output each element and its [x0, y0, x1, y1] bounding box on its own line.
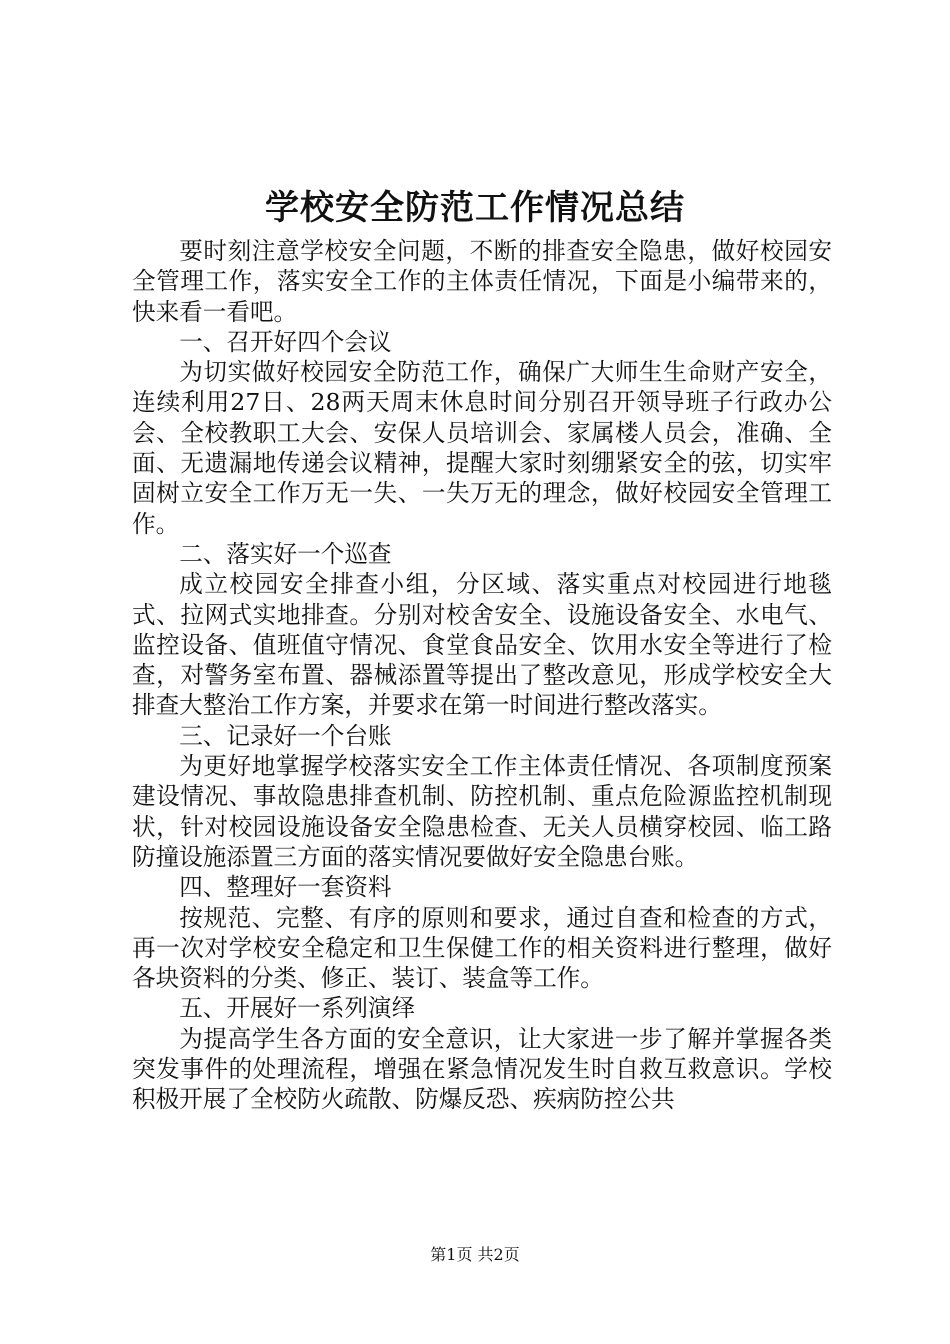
document-body: [132, 236, 832, 1115]
section-paragraph-1: 为切实做好校园安全防范工作，确保广大师生生命财产安全，连续利用27日、28两天周末休息时间分别召开领导班子行政办公会、全校教职工大会、安保人员培训会、家属楼人员会，准确、全面、无遗漏地传递会议精神，提醒大家时刻绷紧安全的弦，切实牢固树立安全工作万无一失、一失万无的理念，做好校园安全管理工作。: [132, 358, 832, 538]
section-heading-3: 三、记录好一个台账: [179, 721, 392, 750]
intro-paragraph: 要时刻注意学校安全问题，不断的排查安全隐患，做好校园安全管理工作，落实安全工作的主体责任情况，下面是小编带来的，快来看一看吧。: [132, 237, 832, 326]
document-title: 学校安全防范工作情况总结: [265, 188, 685, 228]
section-heading-1: 一、召开好四个会议: [179, 327, 392, 356]
section-paragraph-3: 为更好地掌握学校落实安全工作主体责任情况、各项制度预案建设情况、事故隐患排查机制、防控机制、重点危险源监控机制现状，针对校园设施设备安全隐患检查、无关人员横穿校园、临工路防撞设施添置三方面的落实情况要做好安全隐患台账。: [132, 752, 832, 871]
section-heading-2: 二、落实好一个巡查: [179, 539, 392, 568]
section-paragraph-4: 按规范、完整、有序的原则和要求，通过自查和检查的方式，再一次对学校安全稳定和卫生保健工作的相关资料进行整理，做好各块资料的分类、修正、装订、装盒等工作。: [132, 903, 832, 993]
section-heading-5: 五、开展好一系列演绎: [179, 994, 416, 1023]
section-paragraph-2: 成立校园安全排查小组，分区域、落实重点对校园进行地毯式、拉网式实地排查。分别对校舍安全、设施设备安全、水电气、监控设备、值班值守情况、食堂食品安全、饮用水安全等进行了检查，对警务室布置、器械添置等提出了整改意见，形成学校安全大排查大整治工作方案，并要求在第一时间进行整改落实。: [132, 570, 832, 720]
section-paragraph-5: 为提高学生各方面的安全意识，让大家进一步了解并掌握各类突发事件的处理流程，增强在紧急情况发生时自救互救意识。学校积极开展了全校防火疏散、防爆反恐、疾病防控公共: [132, 1024, 832, 1114]
section-heading-4: 四、整理好一套资料: [179, 873, 392, 902]
page-footer: 第1页 共2页: [430, 1245, 520, 1264]
